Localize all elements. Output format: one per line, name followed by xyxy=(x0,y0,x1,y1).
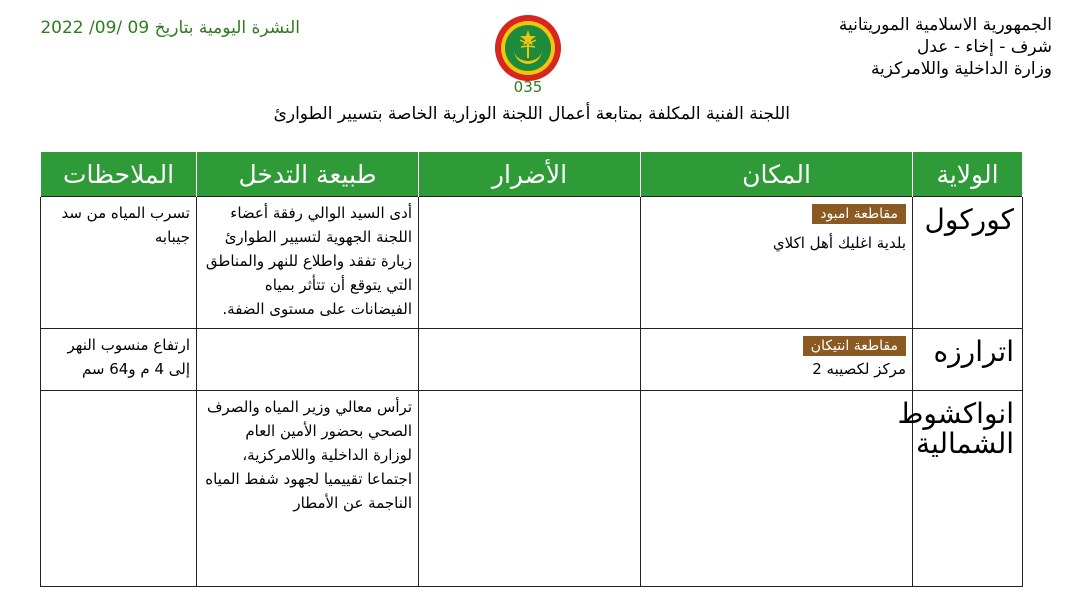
national-motto: شرف - إخاء - عدل xyxy=(917,37,1052,57)
place-name: بلدية اغليك أهل اكلاي xyxy=(772,234,906,252)
place-name: مركز لكصيبه 2 xyxy=(812,360,906,378)
place-cell xyxy=(641,197,913,329)
state-cell: كوركول xyxy=(913,197,1023,329)
issuer-block xyxy=(732,14,1052,80)
notes-cell: تسرب المياه من سد جيبابه xyxy=(41,197,197,329)
country-name: الجمهورية الاسلامية الموريتانية xyxy=(838,15,1052,35)
state-cell: اترارزه xyxy=(913,329,1023,391)
place-cell xyxy=(641,391,913,587)
intervention-cell: أدى السيد الوالي رفقة أعضاء اللجنة الجهوية لتسيير الطوارئ زيارة تفقد واطلاع للنهر والمناطق التي يتوقع أن تتأثر بمياه الفيضانات على مستوى الضفة. xyxy=(197,197,419,329)
moughataa-badge: مقاطعة انتيكان xyxy=(803,336,906,356)
national-seal-icon xyxy=(494,14,562,82)
moughataa-badge: مقاطعة امبود xyxy=(812,204,906,224)
column-header-place: المكان xyxy=(641,152,913,197)
ministry-name: وزارة الداخلية واللامركزية xyxy=(870,59,1052,79)
intervention-cell xyxy=(197,329,419,391)
notes-cell: ارتفاع منسوب النهر إلى 4 م و64 سم xyxy=(41,329,197,391)
table-row xyxy=(41,391,1023,587)
committee-title: اللجنة الفنية المكلفة بمتابعة أعمال اللجنة الوزارية الخاصة بتسيير الطوارئ xyxy=(273,104,790,124)
damage-cell xyxy=(419,391,641,587)
place-cell xyxy=(641,329,913,391)
bulletin-number: 035 xyxy=(513,78,543,96)
column-header-damage: الأضرار xyxy=(419,152,641,197)
table-header-row xyxy=(41,152,1023,197)
state-cell: انواكشوط الشمالية xyxy=(913,391,1023,587)
column-header-notes: الملاحظات xyxy=(41,152,197,197)
column-header-intervention: طبيعة التدخل xyxy=(197,152,419,197)
damage-cell xyxy=(419,329,641,391)
damage-cell xyxy=(419,197,641,329)
emergency-report-table xyxy=(40,152,1023,587)
table-row xyxy=(41,329,1023,391)
notes-cell xyxy=(41,391,197,587)
bulletin-date: النشرة اليومية بتاريخ 09 /09/ 2022 xyxy=(40,18,300,38)
table-row xyxy=(41,197,1023,329)
column-header-state: الولاية xyxy=(913,152,1023,197)
intervention-cell: ترأس معالي وزير المياه والصرف الصحي بحضور الأمين العام لوزارة الداخلية واللامركزية، اجتماعا تقييميا لجهود شفط المياه الناجمة عن الأمطار xyxy=(197,391,419,587)
